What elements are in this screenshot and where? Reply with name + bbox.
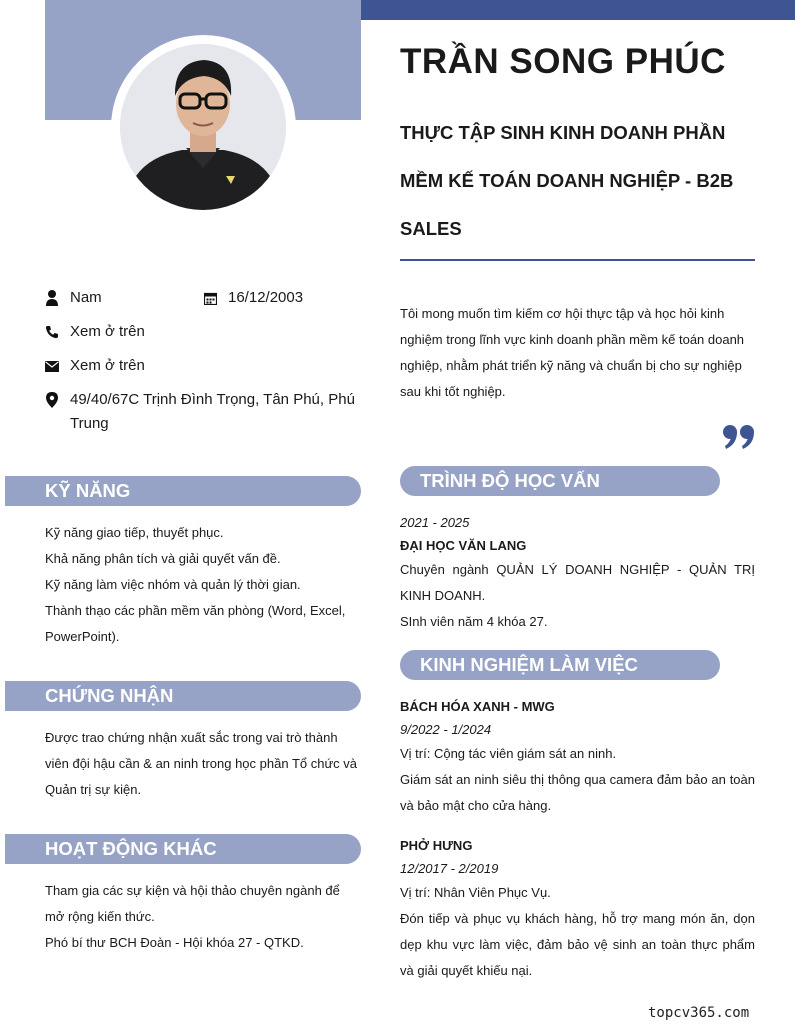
user-icon [45, 288, 59, 308]
job-description: Giám sát an ninh siêu thị thông qua camera đảm bảo an toàn và bảo mật cho cửa hàng. [400, 772, 755, 813]
activities-list [45, 878, 355, 956]
list-item: Khả năng phân tích và giải quyết vấn đề. [45, 551, 281, 566]
job-period: 9/2022 - 1/2024 [400, 722, 492, 737]
candidate-name: TRẦN SONG PHÚC [400, 42, 726, 81]
phone-value: Xem ở trên [70, 323, 145, 340]
job-position: Vị trí: Nhân Viên Phục Vụ. [400, 885, 551, 900]
certificates-heading: CHỨNG NHẬN [5, 681, 361, 711]
job-description: Đón tiếp và phục vụ khách hàng, hỗ trợ mang món ăn, dọn dẹp khu vực làm việc, đảm bảo vệ sinh an toàn thực phẩm và giải quyết khiếu nại. [400, 911, 755, 978]
email-value: Xem ở trên [70, 357, 145, 374]
skills-list [45, 520, 355, 650]
education-major: Chuyên ngành QUẢN LÝ DOANH NGHIỆP - QUẢN TRỊ KINH DOANH. [400, 562, 755, 603]
address-value: 49/40/67C Trịnh Đình Trọng, Tân Phú, Phú Trung [70, 391, 355, 432]
education-note: SInh viên năm 4 khóa 27. [400, 614, 548, 629]
experience-heading: KINH NGHIỆM LÀM VIỆC [400, 650, 720, 680]
avatar [120, 44, 286, 210]
job-position: Vị trí: Cộng tác viên giám sát an ninh. [400, 746, 617, 761]
education-heading: TRÌNH ĐỘ HỌC VẤN [400, 466, 720, 496]
school-name: ĐẠI HỌC VĂN LANG [400, 538, 527, 553]
location-pin-icon [45, 390, 59, 410]
gender-value: Nam [70, 289, 102, 306]
career-objective: Tôi mong muốn tìm kiếm cơ hội thực tập và học hỏi kinh nghiệm trong lĩnh vực kinh doanh phần mềm kế toán doanh nghiệp, nhằm phát triển kỹ năng và chuẩn bị cho sự nghiệp sau khi tốt nghiệp. [400, 306, 745, 399]
experience-entry [400, 695, 755, 819]
job-period: 12/2017 - 2/2019 [400, 861, 499, 876]
list-item: Được trao chứng nhận xuất sắc trong vai trò thành viên đội hậu cần & an ninh trong học phần Tổ chức và Quản trị sự kiện. [45, 730, 358, 797]
company-name: PHỞ HƯNG [400, 838, 473, 853]
company-name: BÁCH HÓA XANH - MWG [400, 699, 555, 714]
education-period: 2021 - 2025 [400, 515, 470, 530]
avatar-portrait [120, 44, 286, 210]
experience-entry [400, 834, 755, 984]
job-title: THỰC TẬP SINH KINH DOANH PHẦN MỀM KẾ TOÁN DOANH NGHIỆP - B2B SALES [400, 122, 734, 239]
list-item: Thành thạo các phần mềm văn phòng (Word, Excel, PowerPoint). [45, 603, 346, 644]
phone-icon [45, 322, 59, 342]
title-divider [400, 259, 755, 261]
certificates-list [45, 725, 361, 803]
activities-heading: HOẠT ĐỘNG KHÁC [5, 834, 361, 864]
list-item: Kỹ năng giao tiếp, thuyết phục. [45, 525, 224, 540]
dob-value: 16/12/2003 [228, 289, 304, 306]
skills-heading: KỸ NĂNG [5, 476, 361, 506]
header-accent-bar [361, 0, 795, 20]
list-item: Kỹ năng làm việc nhóm và quản lý thời gian. [45, 577, 301, 592]
education-entry [400, 511, 755, 635]
mail-icon [45, 356, 59, 376]
quote-icon [722, 424, 756, 455]
calendar-icon [203, 288, 217, 308]
watermark: topcv365.com [648, 1005, 750, 1021]
list-item: Phó bí thư BCH Đoàn - Hội khóa 27 - QTKD. [45, 935, 304, 950]
list-item: Tham gia các sự kiện và hội thảo chuyên ngành để mở rộng kiến thức. [45, 883, 340, 924]
